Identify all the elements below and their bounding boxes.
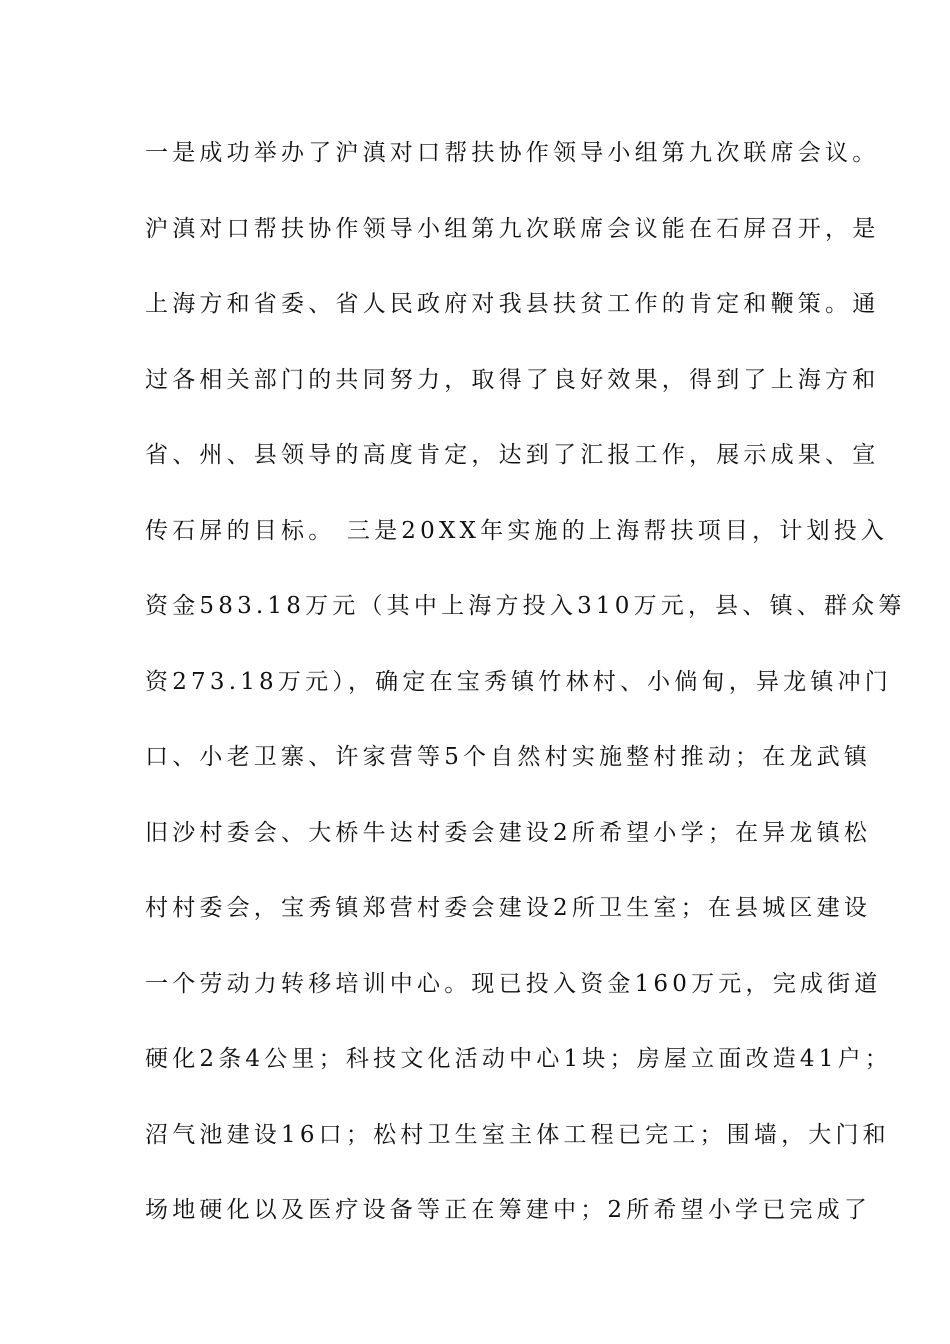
text-line: 村村委会，宝秀镇郑营村委会建设2所卫生室；在县城区建设 <box>145 895 872 921</box>
text-line: 资金583.18万元（其中上海方投入310万元，县、镇、群众筹 <box>145 593 906 619</box>
text-line: 沪滇对口帮扶协作领导小组第九次联席会议能在石屏召开，是 <box>145 215 880 242</box>
text-line: 旧沙村委会、大桥牛达村委会建设2所希望小学；在异龙镇松 <box>145 819 872 846</box>
text-line: 场地硬化以及医疗设备等正在筹建中；2所希望小学已完成了 <box>145 1197 872 1223</box>
text-line: 口、小老卫寨、许家营等5个自然村实施整村推动；在龙武镇 <box>145 744 872 770</box>
text-line: 过各相关部门的共同努力，取得了良好效果，得到了上海方和 <box>145 366 880 393</box>
text-line: 省、州、县领导的高度肯定，达到了汇报工作，展示成果、宣 <box>145 442 880 468</box>
text-line: 一是成功举办了沪滇对口帮扶协作领导小组第九次联席会议。 <box>145 140 880 166</box>
text-line: 沼气池建设16口；松村卫生室主体工程已完工；围墙，大门和 <box>145 1121 890 1148</box>
text-line: 上海方和省委、省人民政府对我县扶贫工作的肯定和鞭策。通 <box>145 291 880 317</box>
text-line: 硬化2条4公里；科技文化活动中心1块；房屋立面改造41户； <box>145 1046 892 1072</box>
text-line: 一个劳动力转移培训中心。现已投入资金160万元，完成街道 <box>145 970 882 997</box>
text-line: 传石屏的目标。 三是20XX年实施的上海帮扶项目，计划投入 <box>145 517 889 544</box>
body-text <box>145 136 906 1269</box>
text-line: 资273.18万元），确定在宝秀镇竹林村、小倘甸，异龙镇冲门 <box>145 668 892 695</box>
